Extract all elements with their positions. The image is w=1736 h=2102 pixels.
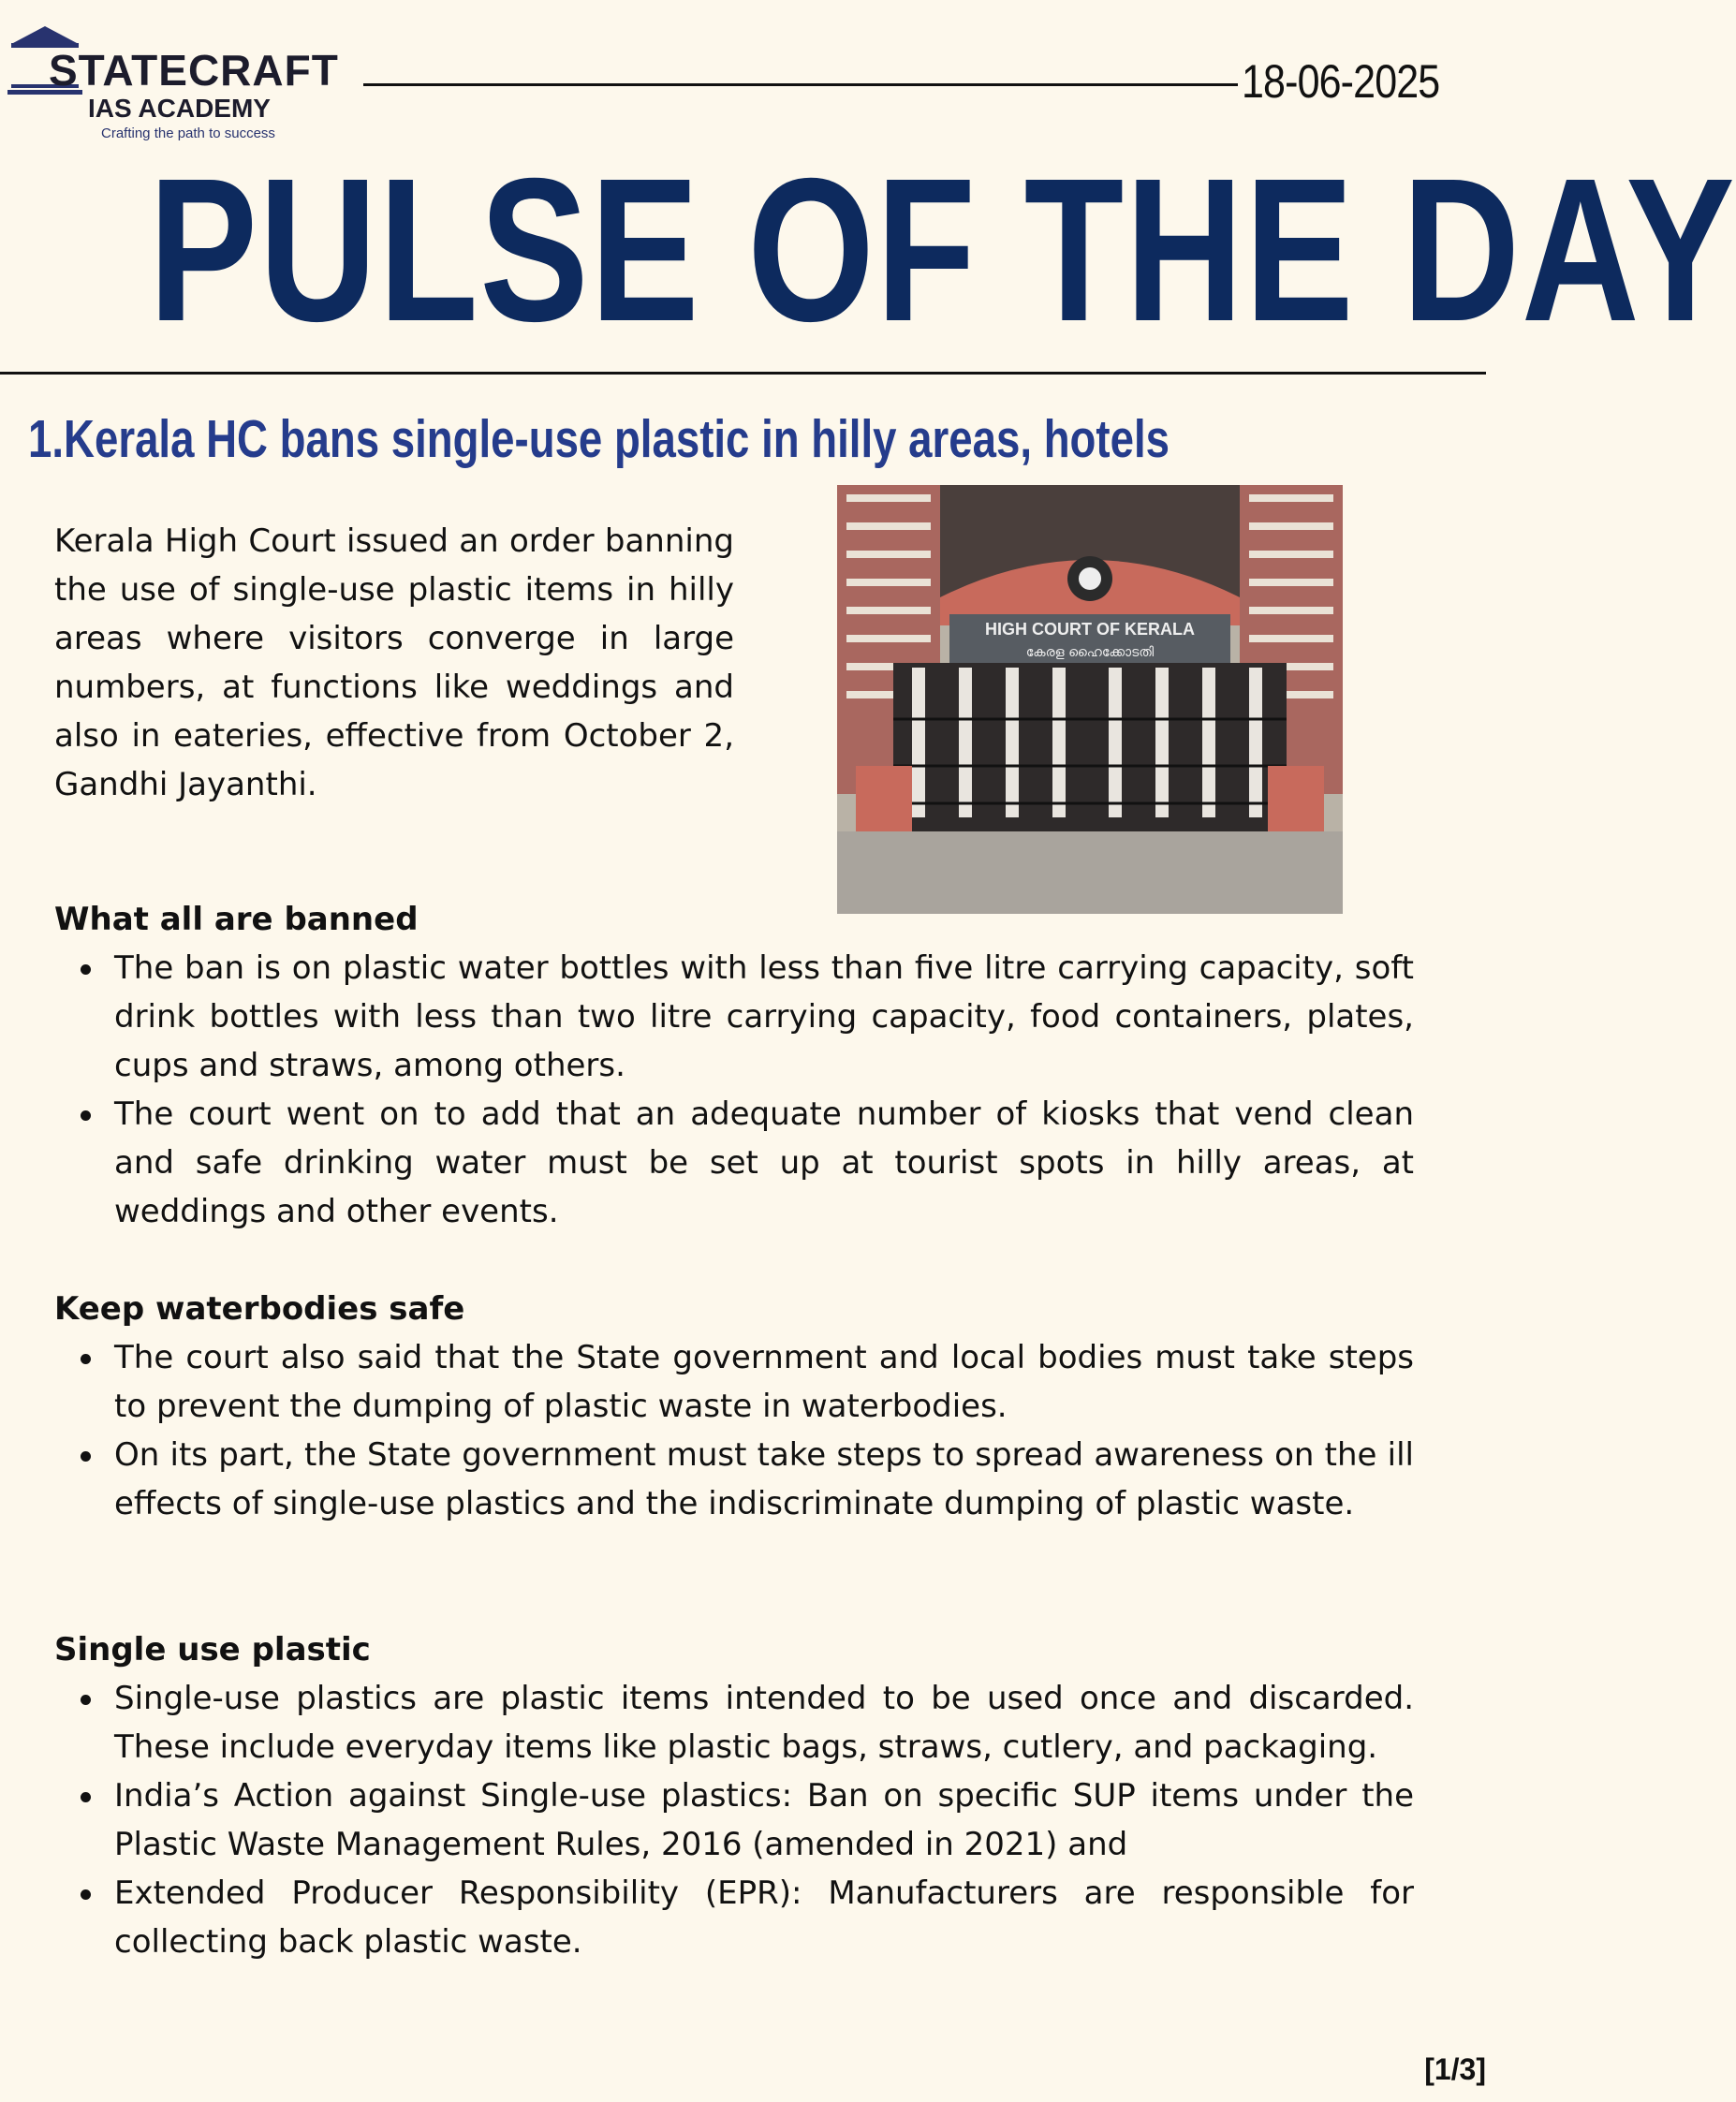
issue-date: 18-06-2025 — [1242, 55, 1440, 108]
list-item: India’s Action against Single-use plastics: Ban on specific SUP items under the Plastic Waste Management Rules, 2016 (amended in 2021) and — [54, 1771, 1414, 1869]
list-item: The court also said that the State government and local bodies must take steps to prevent the dumping of plastic waste in waterbodies. — [54, 1333, 1414, 1431]
list-item: The ban is on plastic water bottles with less than five litre carrying capacity, soft drink bottles with less than two litre carrying capacity, food containers, plates, cups and straws, among others. — [54, 944, 1414, 1090]
masthead-title: PULSE OF THE DAY — [148, 137, 1736, 364]
list-item: The court went on to add that an adequate number of kiosks that vend clean and safe drinking water must be set up at tourist spots in hilly areas, at weddings and other events. — [54, 1090, 1414, 1236]
logo-wordmark: STATECRAFT — [49, 46, 339, 95]
section-heading-waterbodies: Keep waterbodies safe — [54, 1290, 465, 1328]
bullet-icon — [81, 1354, 91, 1364]
sign-text-malayalam: കേരള ഹൈക്കോടതി — [1025, 645, 1155, 660]
bullet-icon — [81, 964, 91, 975]
bullet-icon — [81, 1451, 91, 1462]
page-header — [0, 0, 1486, 150]
page-number: [1/3] — [1424, 2052, 1486, 2086]
section-heading-single-use: Single use plastic — [54, 1631, 371, 1668]
logo-subtitle: IAS ACADEMY — [88, 94, 271, 123]
single-use-list — [54, 1674, 1414, 1966]
section-heading-banned: What all are banned — [54, 901, 419, 938]
banned-list — [54, 944, 1414, 1236]
bullet-icon — [81, 1110, 91, 1121]
bullet-icon — [81, 1695, 91, 1705]
high-court-photo — [837, 485, 1343, 914]
logo-tagline: Crafting the path to success — [101, 125, 275, 141]
list-item: On its part, the State government must take steps to spread awareness on the ill effects of single-use plastics and the indiscriminate dumping of plastic waste. — [54, 1431, 1414, 1528]
list-item: Extended Producer Responsibility (EPR): Manufacturers are responsible for collecting back plastic waste. — [54, 1869, 1414, 1966]
academy-logo — [6, 24, 352, 142]
waterbodies-list — [54, 1333, 1414, 1528]
list-item: Single-use plastics are plastic items intended to be used once and discarded. These include everyday items like plastic bags, straws, cutlery, and packaging. — [54, 1674, 1414, 1771]
masthead-divider — [0, 372, 1486, 375]
article-title: 1.Kerala HC bans single-use plastic in hilly areas, hotels — [28, 409, 1170, 469]
bullet-icon — [81, 1792, 91, 1802]
header-divider — [363, 83, 1238, 86]
bullet-icon — [81, 1889, 91, 1900]
article-intro: Kerala High Court issued an order banning the use of single-use plastic items in hilly areas where visitors converge in large numbers, at functions like weddings and also in eateries, effective from October 2, Gandhi Jayanthi. — [54, 522, 734, 803]
sign-text-english: HIGH COURT OF KERALA — [985, 620, 1195, 639]
